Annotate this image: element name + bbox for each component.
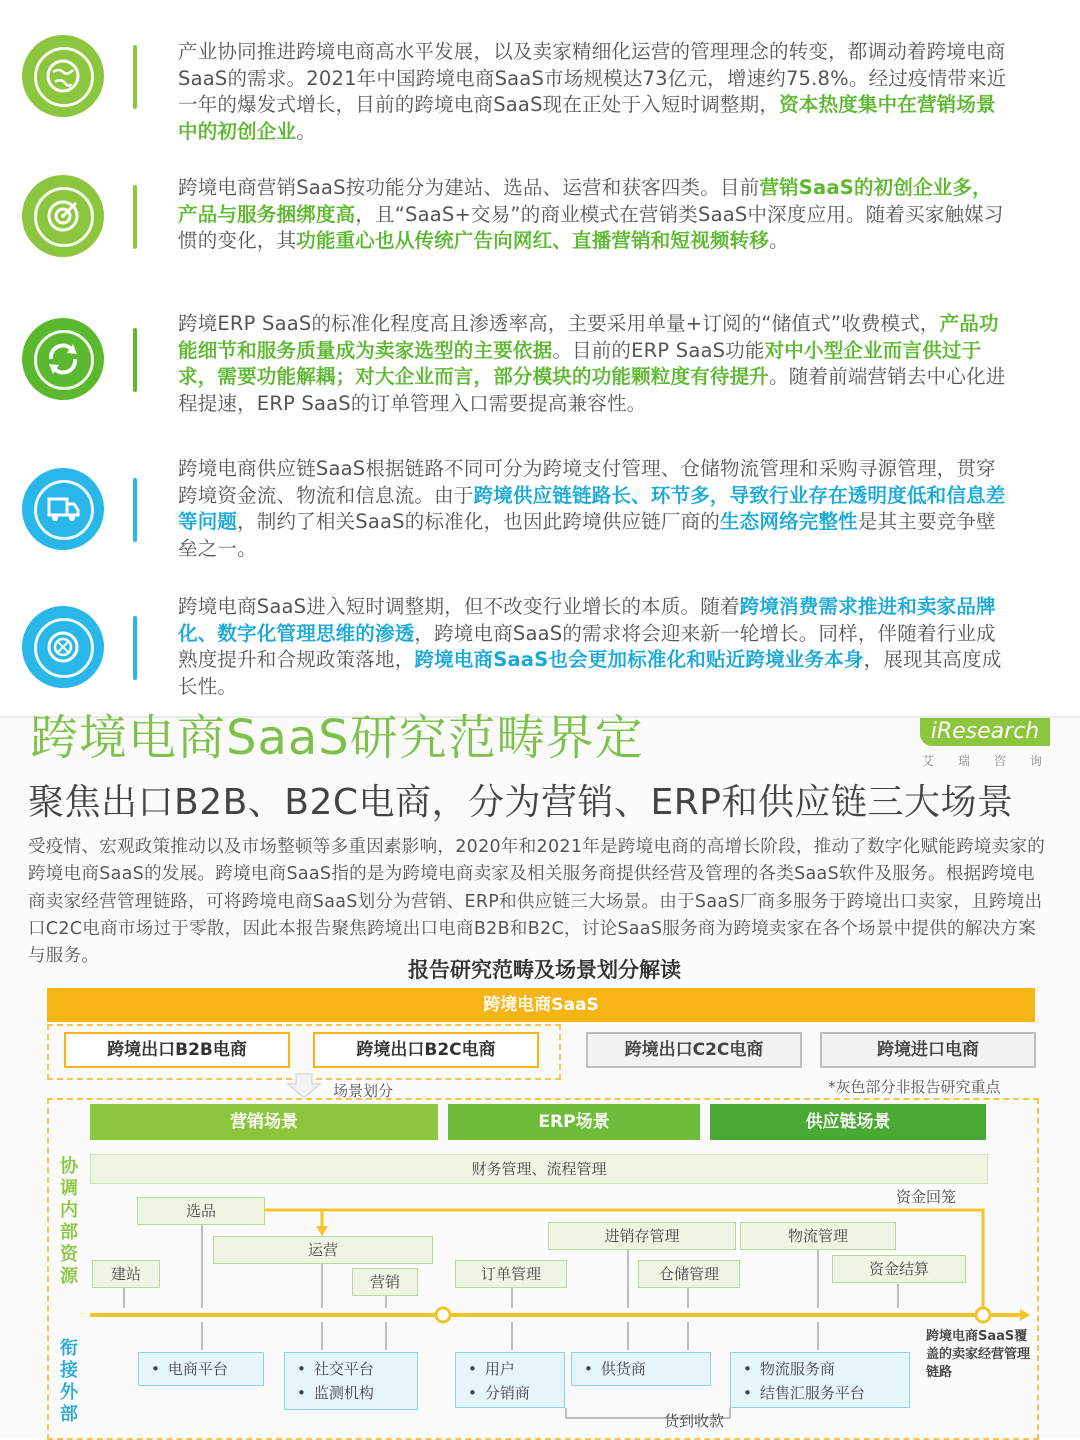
- text-segment: 。随着前端营销去中心化进程提速，ERP SaaS的订单管理入口需要提高兼容性。: [178, 365, 1006, 415]
- type-import: 跨境进口电商: [820, 1032, 1036, 1068]
- summary-text: [178, 456, 1008, 562]
- box-product-selection: 选品: [137, 1197, 265, 1225]
- accent-bar: [133, 616, 137, 680]
- text-segment: 产业协同推进跨境电商高水平发展，以及卖家精细化运营的管理理念的转变，都调动着跨境电商SaaS的需求。2021年中国跨境电商SaaS市场规模达73亿元，增速约75.8%。经过疫情带来近一年的爆发式增长，目前的跨境电商SaaS现在正处于入短时调整期，: [178, 40, 1007, 116]
- target-icon: [22, 175, 104, 257]
- highlight-segment: 跨境供应链链路长、环节多，导致行业存在透明度低和信息差等问题: [178, 483, 1006, 533]
- ext-item: • 供货商: [584, 1357, 710, 1381]
- ext-item: • 电商平台: [151, 1357, 263, 1381]
- highlight-segment: 功能重心也从传统广告向网红、直播营销和短视频转移: [296, 229, 770, 252]
- top-category-bar: 跨境电商SaaS: [47, 988, 1035, 1022]
- text-segment: ，且“SaaS+交易”的商业模式在营销类SaaS中深度应用。随着买家触媒习惯的变化，其: [178, 202, 1004, 252]
- type-b2c: 跨境出口B2C电商: [313, 1032, 539, 1068]
- box-warehouse: 仓储管理: [638, 1260, 740, 1288]
- summary-text: [178, 594, 1008, 700]
- text-segment: ，跨境电商SaaS的需求将会迎来新一轮增长。同样，伴随着行业成熟度提升和合规政策落地，: [178, 621, 996, 671]
- refresh-cycle-icon: [22, 318, 104, 400]
- delivery-payment-label: 货到收款: [664, 1412, 725, 1430]
- text-segment: 。: [769, 229, 789, 252]
- ext-social-monitor: [284, 1352, 418, 1410]
- coverage-label: 跨境电商SaaS覆盖的卖家经营管理链路: [926, 1329, 1031, 1380]
- text-segment: 跨境电商SaaS进入短时调整期，但不改变行业增长的本质。随着: [178, 595, 740, 618]
- highlight-segment: 对中小型企业而言供过于求，需要功能解耦；对大企业而言，部分模块的功能颗粒度有待提升: [178, 338, 982, 388]
- highlight-segment: 产品功能细节和服务质量成为卖家选型的主要依据: [178, 312, 999, 362]
- highlight-segment: 生态网络完整性: [719, 510, 858, 533]
- box-marketing: 营销: [352, 1268, 418, 1296]
- text-segment: ，展现其高度成长性。: [178, 648, 1002, 698]
- summary-text: [178, 39, 1008, 145]
- summary-section: [0, 0, 1080, 716]
- type-c2c: 跨境出口C2C电商: [586, 1032, 802, 1068]
- highlight-segment: 跨境电商SaaS也会更加标准化和贴近跨境业务本身: [414, 648, 864, 671]
- scene-erp: ERP场景: [448, 1104, 700, 1140]
- accent-bar: [133, 328, 137, 392]
- delivery-truck-icon: [22, 468, 104, 550]
- text-segment: 跨境电商供应链SaaS根据链路不同可分为跨境支付管理、仓储物流管理和采购寻源管理，贯穿跨境资金流、物流和信息流。由于: [178, 457, 996, 507]
- report-title: 跨境电商SaaS研究范畴界定: [30, 710, 644, 766]
- text-segment: 跨境电商营销SaaS按功能分为建站、选品、运营和获客四类。目前: [178, 176, 760, 199]
- text-segment: 跨境ERP SaaS的标准化程度高且渗透率高，主要采用单量+订阅的“储值式”收费模式，: [178, 312, 940, 335]
- finance-band: 财务管理、流程管理: [90, 1154, 988, 1184]
- accent-bar: [133, 185, 137, 249]
- report-subtitle: 聚焦出口B2B、B2C电商，分为营销、ERP和供应链三大场景: [28, 782, 1014, 823]
- ext-item: • 社交平台: [297, 1357, 417, 1381]
- brand-logo: iResearch: [920, 718, 1050, 746]
- accent-bar: [133, 478, 137, 542]
- ext-item: • 监测机构: [297, 1381, 417, 1405]
- globe-icon: [22, 35, 104, 117]
- ext-logistics-fx: [730, 1352, 910, 1408]
- highlight-segment: 资本热度集中在营销场景中的初创企业: [178, 93, 996, 143]
- box-fund-settlement: 资金结算: [832, 1255, 966, 1283]
- funds-return-label: 资金回笼: [896, 1188, 957, 1206]
- ext-ecommerce-platform: [138, 1352, 264, 1386]
- flow-lines: [0, 718, 1080, 1439]
- ext-item: • 用户: [468, 1357, 564, 1381]
- text-segment: ，制约了相关SaaS的标准化，也因此跨境供应链厂商的: [237, 510, 720, 533]
- medal-badge-icon: [22, 606, 104, 688]
- internal-resources-label: 协 调 内 部 资 源: [60, 1156, 78, 1287]
- text-segment: 是其主要竞争壁垒之一。: [178, 510, 996, 560]
- scene-supply-chain: 供应链场景: [710, 1104, 986, 1140]
- ext-item: • 物流服务商: [743, 1357, 909, 1381]
- box-inventory: 进销存管理: [548, 1222, 736, 1250]
- brand-subtitle: 艾瑞咨询: [922, 754, 1067, 768]
- diagram-title: 报告研究范畴及场景划分解读: [408, 958, 681, 982]
- report-paragraph: 受疫情、宏观政策推动以及市场整顿等多重因素影响，2020年和2021年是跨境电商的高增长阶段，推动了数字化赋能跨境卖家的跨境电商SaaS的发展。跨境电商SaaS指的是为跨境电商卖家及相关服务商提供经营及管理的各类SaaS软件及服务。根据跨境电商卖家经营管理链路，可将跨境电商SaaS划分为营销、ERP和供应链三大场景。由于SaaS厂商多服务于跨境出口卖家，且跨境出口C2C电商市场过于零散，因此本报告聚焦跨境出口电商B2B和B2C，讨论SaaS服务商为跨境卖家在各个场景中提供的解决方案与服务。: [28, 837, 1046, 967]
- scene-split-label: 场景划分: [333, 1082, 394, 1100]
- summary-text: [178, 175, 1008, 255]
- external-link-label: 衔 接 外 部: [60, 1338, 78, 1425]
- scene-marketing: 营销场景: [90, 1104, 438, 1140]
- summary-text: [178, 311, 1008, 417]
- box-operations: 运营: [213, 1236, 433, 1264]
- text-segment: 。目前的ERP SaaS功能: [552, 338, 765, 362]
- highlight-segment: 跨境消费需求推进和卖家品牌化、数字化管理思维的渗透: [178, 595, 996, 645]
- highlight-segment: 营销SaaS的初创企业多，产品与服务捆绑度高: [178, 176, 992, 226]
- report-section: [0, 710, 1080, 1439]
- type-b2b: 跨境出口B2B电商: [64, 1032, 290, 1068]
- ext-users-distributors: [455, 1352, 565, 1408]
- ext-item: • 结售汇服务平台: [743, 1381, 909, 1405]
- text-segment: 。: [296, 119, 316, 143]
- ext-item: • 分销商: [468, 1381, 564, 1405]
- box-site-building: 建站: [92, 1260, 160, 1288]
- grey-note: *灰色部分非报告研究重点: [828, 1078, 1001, 1096]
- ext-supplier: [571, 1352, 711, 1386]
- box-logistics-management: 物流管理: [740, 1222, 896, 1250]
- box-order-management: 订单管理: [455, 1260, 567, 1288]
- accent-bar: [133, 45, 137, 109]
